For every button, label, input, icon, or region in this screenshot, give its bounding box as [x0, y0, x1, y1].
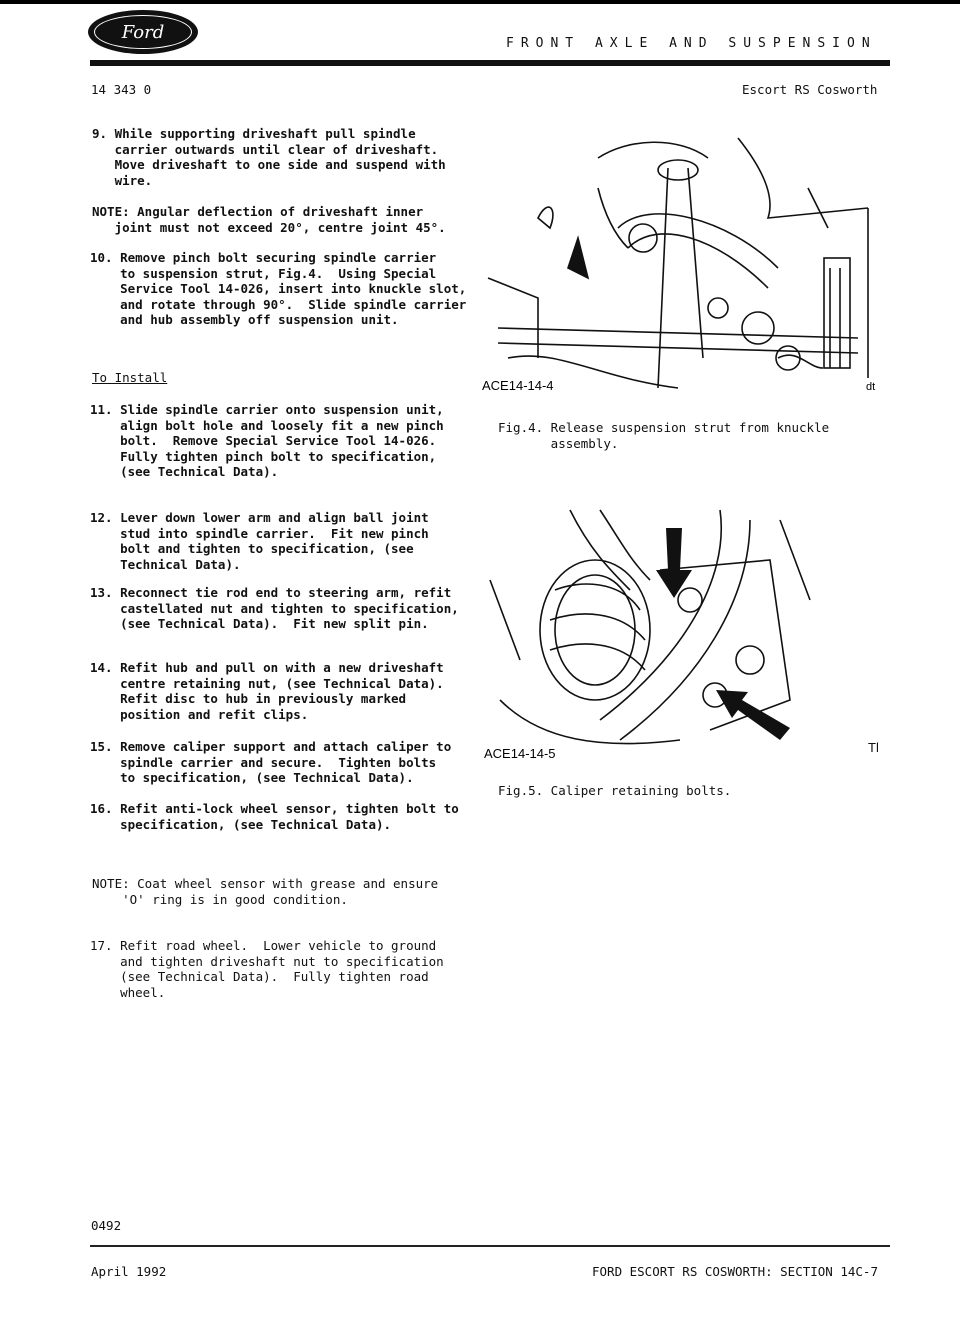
step-16: 16. Refit anti-lock wheel sensor, tighten bolt to specification, (see Technical Data). — [90, 801, 459, 832]
step-15: 15. Remove caliper support and attach caliper to spindle carrier and secure. Tighten bolts to specification, (see Technical Data). — [90, 739, 452, 785]
figure-4-caption: Fig.4. Release suspension strut from knuckle assembly. — [498, 420, 830, 451]
arrow-upper-bolt — [656, 528, 692, 598]
footer-rule — [90, 1245, 890, 1247]
figure-4-corner-mark: dt — [866, 381, 876, 393]
note-angular-deflection: NOTE: Angular deflection of driveshaft inner joint must not exceed 20°, centre joint 45°. — [92, 204, 446, 235]
step-10: 10. Remove pinch bolt securing spindle carrier to suspension strut, Fig.4. Using Special Service Tool 14-026, insert into knuckle slot, and rotate through 90°. Slide spindle carrier and hub assembly off suspension unit. — [90, 250, 467, 327]
ford-logo — [88, 10, 198, 54]
footer-date: April 1992 — [91, 1264, 167, 1279]
header-rule — [90, 60, 890, 66]
install-heading: To Install — [92, 370, 168, 385]
arrow-lower-bolt — [716, 690, 790, 740]
step-12: 12. Lever down lower arm and align ball joint stud into spindle carrier. Fit new pinch bolt and tighten to specification, (see Technical Data). — [90, 510, 429, 572]
footer-section: FORD ESCORT RS COSWORTH: SECTION 14C-7 — [592, 1264, 878, 1279]
model-name: Escort RS Cosworth — [742, 82, 878, 97]
figure-4-label: ACE14-14-4 — [482, 378, 554, 393]
step-9: 9. While supporting driveshaft pull spindle carrier outwards until clear of driveshaft. Move driveshaft to one side and suspend with wire. — [92, 126, 446, 188]
step-17: 17. Refit road wheel. Lower vehicle to ground and tighten driveshaft nut to specification (see Technical Data). Fully tighten road wheel. — [90, 938, 444, 1000]
figure-5-label: ACE14-14-5 — [484, 746, 556, 761]
step-13: 13. Reconnect tie rod end to steering arm, refit castellated nut and tighten to specification, (see Technical Data). Fit new split pin. — [90, 585, 459, 631]
top-border — [0, 0, 960, 4]
section-title: FRONT AXLE AND SUSPENSION — [506, 36, 877, 51]
doc-code: 14 343 0 — [91, 82, 152, 97]
figure-5-illustration — [480, 500, 840, 766]
ford-logo-text: Ford — [121, 21, 165, 43]
figure-4-illustration — [478, 128, 880, 396]
figure-5-corner-mark: Tl — [868, 740, 879, 755]
footer-code: 0492 — [91, 1218, 122, 1233]
figure-5-caption: Fig.5. Caliper retaining bolts. — [498, 783, 732, 798]
note-wheel-sensor: NOTE: Coat wheel sensor with grease and ensure 'O' ring is in good condition. — [92, 876, 439, 907]
step-14: 14. Refit hub and pull on with a new driveshaft centre retaining nut, (see Technical Data). Refit disc to hub in previously marked position and refit clips. — [90, 660, 444, 722]
step-11: 11. Slide spindle carrier onto suspension unit, align bolt hole and loosely fit a new pinch bolt. Remove Special Service Tool 14-026. Fully tighten pinch bolt to specification, (see Technical Data). — [90, 402, 444, 479]
